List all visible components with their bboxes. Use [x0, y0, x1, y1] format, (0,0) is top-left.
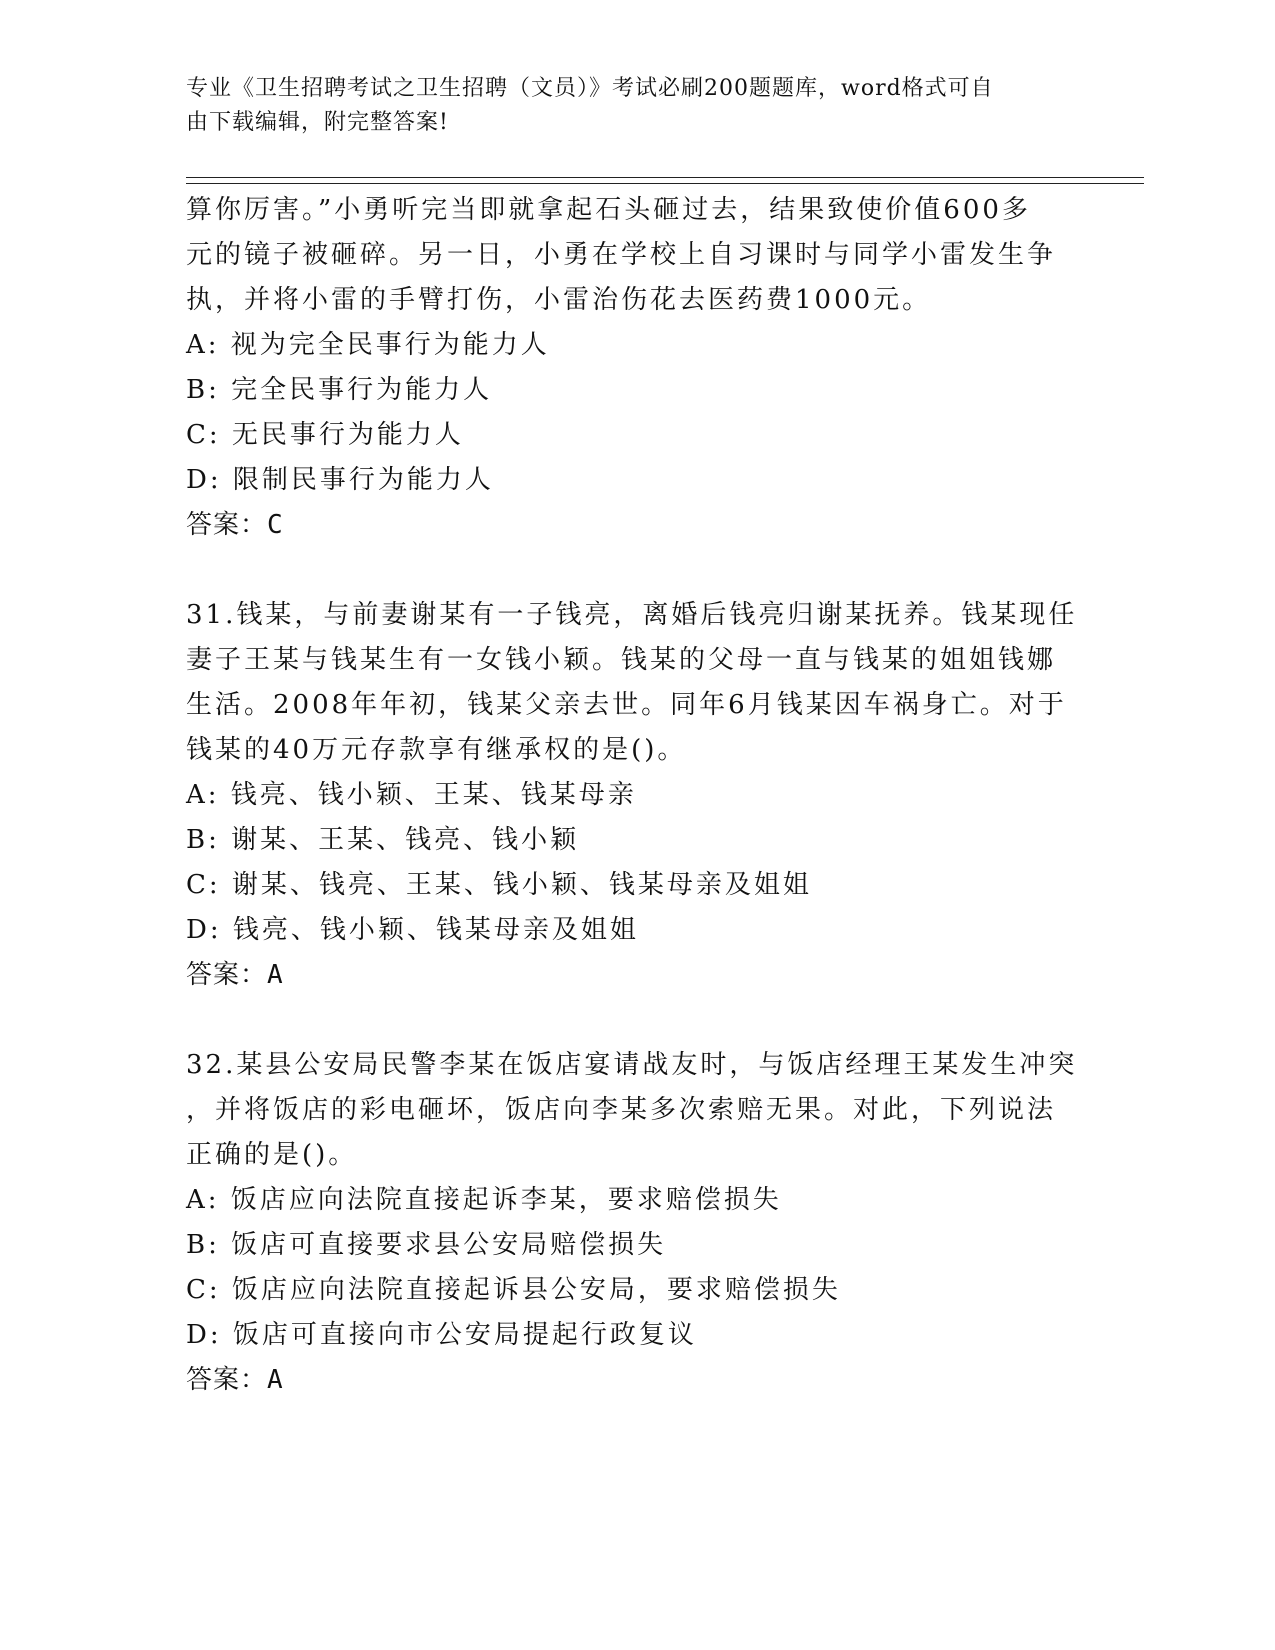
- option-a: A: 钱亮、钱小颖、王某、钱某母亲: [186, 780, 637, 810]
- option-b: B: 饭店可直接要求县公安局赔偿损失: [186, 1230, 667, 1260]
- option-c: C: 饭店应向法院直接起诉县公安局，要求赔偿损失: [186, 1275, 841, 1305]
- question-text-line: 算你厉害。”小勇听完当即就拿起石头砸过去，结果致使价值600多: [186, 195, 1031, 225]
- answer-value: A: [267, 960, 284, 990]
- option-c: C: 无民事行为能力人: [186, 420, 464, 450]
- answer-label: 答案：: [186, 510, 268, 540]
- question-text-line: 生活。2008年年初，钱某父亲去世。同年6月钱某因车祸身亡。对于: [186, 690, 1067, 720]
- answer-line: [186, 1358, 1086, 1403]
- header-divider-top: [186, 177, 1144, 178]
- header-line-2: 由下载编辑，附完整答案!: [186, 110, 449, 135]
- answer-line: [186, 953, 1086, 998]
- option-b: B: 完全民事行为能力人: [186, 375, 493, 405]
- question-text-line: 32.某县公安局民警李某在饭店宴请战友时，与饭店经理王某发生冲突: [186, 1050, 1078, 1080]
- option-d: D: 钱亮、钱小颖、钱某母亲及姐姐: [186, 915, 639, 945]
- question-text-line: 元的镜子被砸碎。另一日，小勇在学校上自习课时与同学小雷发生争: [186, 240, 1057, 270]
- question-text-line: 妻子王某与钱某生有一女钱小颖。钱某的父母一直与钱某的姐姐钱娜: [186, 645, 1057, 675]
- option-d: D: 限制民事行为能力人: [186, 465, 494, 495]
- question-text-line: 正确的是()。: [186, 1140, 358, 1170]
- question-block-32: [186, 1043, 1086, 1403]
- question-block-31: [186, 593, 1086, 998]
- question-block-continued: [186, 188, 1086, 548]
- answer-label: 答案：: [186, 960, 268, 990]
- option-a: A: 视为完全民事行为能力人: [186, 330, 550, 360]
- answer-value: C: [267, 510, 284, 540]
- question-text-line: ，并将饭店的彩电砸坏，饭店向李某多次索赔无果。对此，下列说法: [186, 1095, 1057, 1125]
- question-text-line: 执，并将小雷的手臂打伤，小雷治伤花去医药费1000元。: [186, 285, 932, 315]
- option-c: C: 谢某、钱亮、王某、钱小颖、钱某母亲及姐姐: [186, 870, 812, 900]
- answer-line: [186, 503, 1086, 548]
- header-divider-bottom: [186, 183, 1144, 184]
- document-body: [186, 188, 1086, 1403]
- answer-value: A: [267, 1365, 284, 1395]
- option-a: A: 饭店应向法院直接起诉李某，要求赔偿损失: [186, 1185, 782, 1215]
- question-text-line: 31.钱某，与前妻谢某有一子钱亮，离婚后钱亮归谢某抚养。钱某现任: [186, 600, 1078, 630]
- answer-label: 答案：: [186, 1365, 268, 1395]
- option-d: D: 饭店可直接向市公安局提起行政复议: [186, 1320, 697, 1350]
- document-header: [186, 72, 1066, 140]
- question-text-line: 钱某的40万元存款享有继承权的是()。: [186, 735, 687, 765]
- option-b: B: 谢某、王某、钱亮、钱小颖: [186, 825, 580, 855]
- header-line-1: 专业《卫生招聘考试之卫生招聘（文员）》考试必刷200题题库，word格式可自: [186, 76, 994, 101]
